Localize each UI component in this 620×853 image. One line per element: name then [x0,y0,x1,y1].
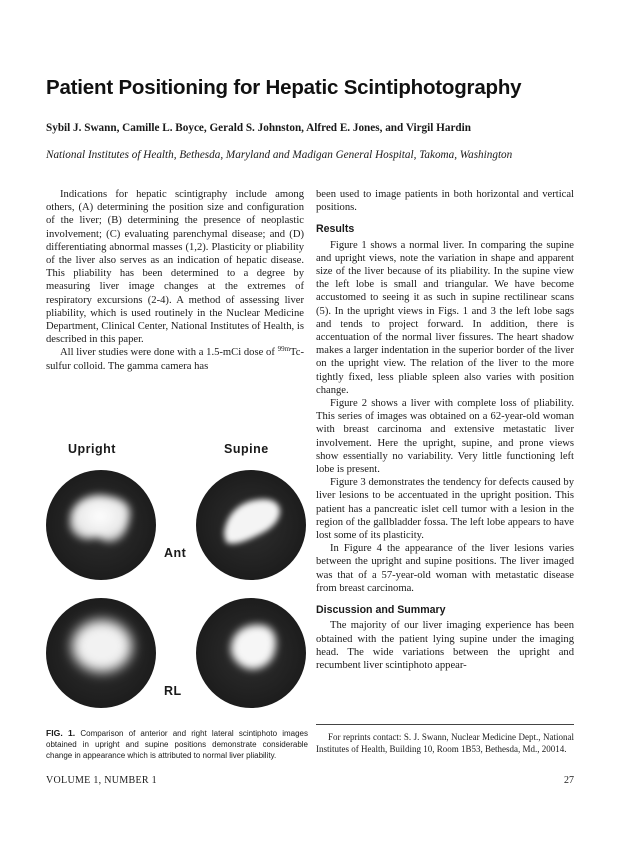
results-paragraph-2: Figure 2 shows a liver with complete loss of pliability. This series of images was obtained on a 62-year-old woman with breast carcinoma and extensive metastatic liver involvement. Here the upright, supine, and prone views show essentially no variability. Very little functioning left lobe is present. [316,398,574,476]
caption-label: FIG. 1. [46,728,76,738]
scan-supine-lateral [196,598,306,708]
continued-paragraph: been used to image patients in both horizontal and vertical positions. [316,189,574,214]
footnote-rule [316,724,574,725]
results-heading: Results [316,223,355,236]
affiliation: National Institutes of Health, Bethesda, Maryland and Madigan General Hospital, Takoma, Washington [46,149,513,161]
results-paragraph-1: Figure 1 shows a normal liver. In comparing the supine and upright views, note the variation in shape and apparent size of the liver because of its pliability. In the supine view the left lobe is small and triangular. We have become accustomed to seeing it as such in supine rectilinear scans (5). In the upright views in Figs. 1 and 3 the left lobe sags and tends to project forward. In addition, there is accentuation of the normal liver fissures. The heart shadow makes a larger indentation in the superior border of the liver on the upright view. The relation of the liver to the more tightly fixed, less pliable spleen also varies with position change. [316,239,574,396]
footnote-text: For reprints contact: S. J. Swann, Nuclear Medicine Dept., National Institutes of Health, Building 10, Room 1B53, Bethesda, Md., 20014. [316,732,574,754]
label-right-lateral: RL [164,684,182,698]
isotope-superscript: 99m [277,345,291,354]
label-anterior: Ant [164,546,187,560]
reprint-footnote [316,732,574,755]
results-paragraph-4: In Figure 4 the appearance of the liver lesions varies between the upright and supine positions. The liver imaged was that of a 57-year-old woman with metastatic disease from breast carcinoma. [316,543,574,594]
figure-1 [46,436,308,706]
label-supine: Supine [224,442,269,456]
journal-issue: VOLUME 1, NUMBER 1 [46,775,157,786]
right-column [316,188,574,672]
caption-text: Comparison of anterior and right lateral scintiphoto images obtained in upright and supine positions demonstrate considerable change in appearance which is attributed to normal liver pliability. [46,729,309,760]
left-column [46,188,304,373]
discussion-heading: Discussion and Summary [316,604,446,617]
discussion-paragraph-1: The majority of our liver imaging experience has been obtained with the patient lying supine under the imaging head. The wide variations between the upright and recumbent liver scintiphoto appear- [316,620,574,671]
methods-text-a: All liver studies were done with a 1.5-mCi dose of [60,347,278,359]
intro-paragraph: Indications for hepatic scintigraphy include among others, (A) determining the position size and configuration of the liver; (B) determining the presence of neoplastic involvement; (C) evaluating parenchymal disease; and (D) differentiating abnormal masses (1,2). Plasticity or pliability of the liver also serves as an indication of hepatic disease. This pliability has been determined to a degree by measuring liver image changes at the extremes of respiratory excursions (2-4). A method of assessing liver pliability, which is used routinely in the Nuclear Medicine Department, Clinical Center, National Institutes of Health, is described in this paper. [46,189,304,346]
scan-upright-anterior [46,470,156,580]
methods-text-b: Tc-sulfur colloid. The gamma camera has [46,347,304,372]
author-list: Sybil J. Swann, Camille L. Boyce, Gerald S. Johnston, Alfred E. Jones, and Virgil Hardin [46,122,471,134]
label-upright: Upright [68,442,116,456]
scan-supine-anterior [196,470,306,580]
figure-caption [46,728,308,761]
scan-upright-lateral [46,598,156,708]
methods-paragraph [46,346,304,372]
results-paragraph-3: Figure 3 demonstrates the tendency for defects caused by liver lesions to be accentuated in the upright position. This patient has a pancreatic islet cell tumor with a lesion in the region of the gallbladder fossa. The left lobe appears to have lost some of its plasticity. [316,477,574,542]
article-title: Patient Positioning for Hepatic Scintiphotography [46,76,522,99]
page-number: 27 [564,775,574,786]
